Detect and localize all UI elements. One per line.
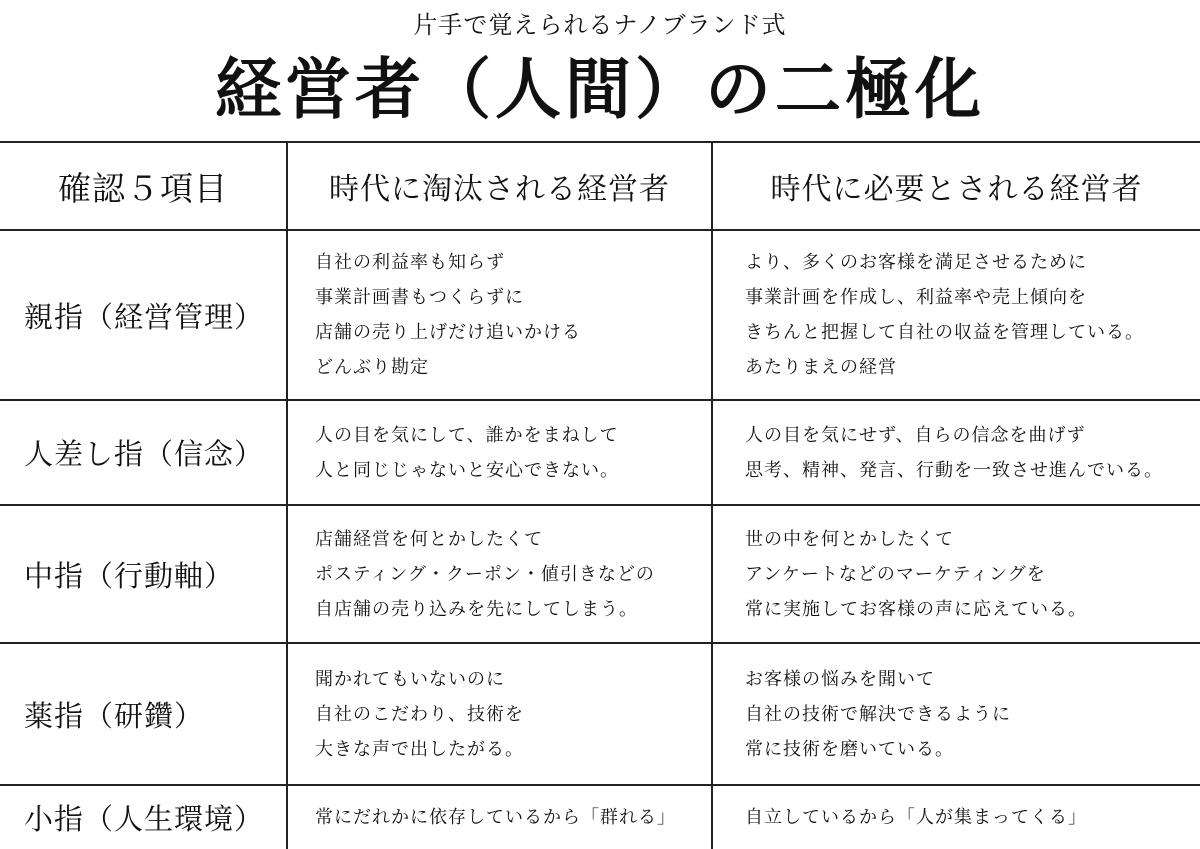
text-line: ポスティング・クーポン・値引きなどの (315, 563, 655, 585)
text-line: 事業計画を作成し、利益率や売上傾向を (745, 287, 1087, 308)
text-line: 常にだれかに依存しているから「群れる」 (315, 807, 676, 828)
text-line: より、多くのお客様を満足させるために (745, 252, 1087, 273)
text-line: どんぶり勘定 (315, 357, 429, 378)
eliminated-text (315, 231, 710, 399)
needed-text (745, 401, 1200, 504)
eliminated-text (315, 644, 710, 784)
eliminated-text (315, 786, 710, 849)
header-cell-needed: 時代に必要とされる経営者 (770, 172, 1143, 207)
page-title: 経営者（人間）の二極化 (215, 51, 985, 128)
needed-text (745, 231, 1200, 399)
needed-text (745, 506, 1200, 642)
text-line: 常に技術を磨いている。 (745, 738, 954, 760)
text-line: 事業計画書もつくらずに (315, 287, 524, 308)
text-line: 常に実施してお客様の声に応えている。 (745, 598, 1087, 620)
text-line: 自店舗の売り込みを先にしてしまう。 (315, 598, 638, 620)
text-line: 人と同じじゃないと安心できない。 (315, 459, 619, 481)
text-line: 自立しているから「人が集まってくる」 (745, 807, 1087, 828)
needed-text (745, 786, 1200, 849)
table-column-divider (286, 141, 288, 849)
text-line: きちんと把握して自社の収益を管理している。 (745, 322, 1144, 343)
text-line: 聞かれてもいないのに (315, 668, 505, 690)
row-label: 薬指（研鑽） (24, 698, 205, 733)
text-line: 大きな声で出したがる。 (315, 738, 524, 760)
row-label: 小指（人生環境） (24, 802, 265, 836)
header-cell-items: 確認５項目 (58, 168, 228, 208)
text-line: 人の目を気にせず、自らの信念を曲げず (745, 424, 1086, 446)
text-line: 世の中を何とかしたくて (745, 528, 954, 550)
text-line: あたりまえの経営 (745, 357, 897, 378)
row-label: 親指（経営管理） (24, 299, 265, 334)
text-line: お客様の悩みを聞いて (745, 668, 935, 690)
text-line: 自社の利益率も知らず (315, 252, 505, 273)
needed-text (745, 644, 1200, 784)
text-line: アンケートなどのマーケティングを (745, 563, 1046, 585)
subtitle: 片手で覚えられるナノブランド式 (413, 11, 787, 39)
text-line: 店舗経営を何とかしたくて (315, 528, 543, 550)
text-line: 人の目を気にして、誰かをまねして (315, 424, 619, 446)
eliminated-text (315, 506, 710, 642)
row-label: 中指（行動軸） (24, 558, 235, 593)
row-label: 人差し指（信念） (24, 437, 265, 471)
eliminated-text (315, 401, 710, 504)
header-cell-eliminated: 時代に淘汰される経営者 (329, 172, 670, 207)
text-line: 店舗の売り上げだけ追いかける (315, 322, 581, 343)
table-column-divider (711, 141, 713, 849)
text-line: 思考、精神、発言、行動を一致させ進んでいる。 (745, 459, 1163, 481)
text-line: 自社のこだわり、技術を (315, 703, 524, 725)
text-line: 自社の技術で解決できるように (745, 703, 1011, 725)
